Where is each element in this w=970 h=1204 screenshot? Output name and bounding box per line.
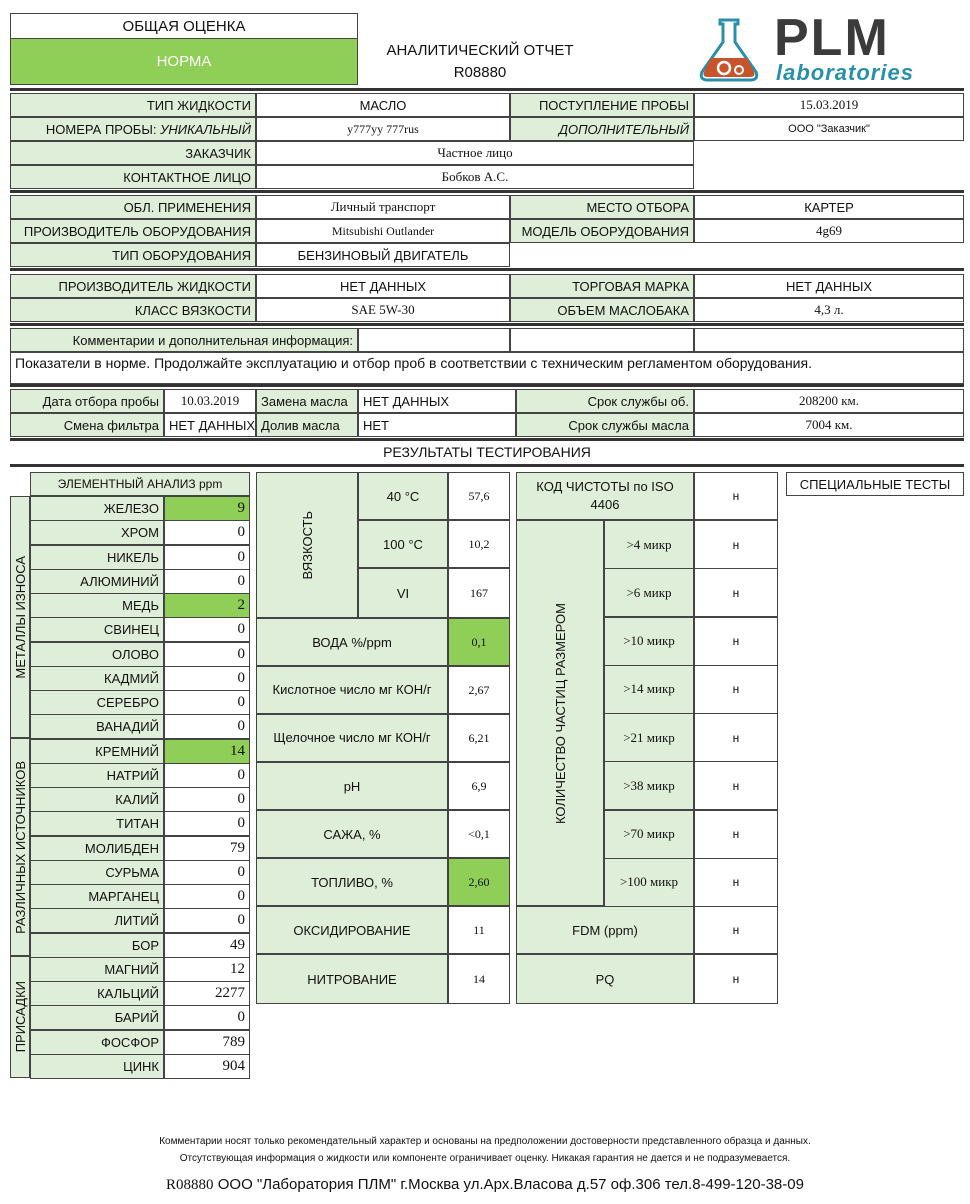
sampling-point-label: МЕСТО ОТБОРА [510, 195, 694, 219]
element-value: 0 [164, 569, 250, 594]
soot-label: САЖА, % [256, 810, 448, 858]
equipment-manufacturer-label: ПРОИЗВОДИТЕЛЬ ОБОРУДОВАНИЯ [10, 219, 256, 243]
particle-count-value: н [694, 617, 778, 666]
report-title [360, 40, 600, 84]
element-value: 0 [164, 545, 250, 570]
fdm-label: FDM (ppm) [516, 906, 694, 954]
footer-company-text: ООО "Лаборатория ПЛМ" г.Москва ул.Арх.Власова д.57 оф.306 тел.8-499-120-38-09 [217, 1176, 804, 1193]
logo-text-plm: PLM [774, 9, 890, 67]
particle-count-value: н [694, 520, 778, 569]
equipment-type-label: ТИП ОБОРУДОВАНИЯ [10, 243, 256, 267]
element-name: МАГНИЙ [30, 957, 164, 982]
model-value: 4g69 [694, 219, 964, 243]
element-name: МОЛИБДЕН [30, 836, 164, 861]
customer-value: Частное лицо [256, 141, 694, 165]
element-value: 0 [164, 617, 250, 642]
group-wear-label: МЕТАЛЛЫ ИЗНОСА [12, 555, 28, 679]
vi-value: 167 [448, 568, 510, 618]
element-name: СЕРЕБРО [30, 690, 164, 715]
element-value: 0 [164, 884, 250, 909]
particle-size: >100 микр [604, 858, 694, 907]
tan-label: Кислотное число мг КОН/г [256, 666, 448, 714]
element-name: БАРИЙ [30, 1005, 164, 1030]
logo-text-laboratories: laboratories [776, 60, 914, 85]
element-value: 0 [164, 666, 250, 691]
nitration-value: 14 [448, 954, 510, 1004]
filter-change-value: НЕТ ДАННЫХ [164, 413, 256, 437]
equipment-type-value: БЕНЗИНОВЫЙ ДВИГАТЕЛЬ [256, 243, 510, 267]
iso-code-label: КОД ЧИСТОТЫ по ISO 4406 [516, 472, 694, 520]
water-label: ВОДА %/ppm [256, 618, 448, 666]
element-name: КАДМИЙ [30, 666, 164, 691]
particle-size: >70 микр [604, 810, 694, 859]
element-value: 0 [164, 908, 250, 933]
element-value: 0 [164, 520, 250, 545]
viscosity-group [256, 472, 358, 618]
element-value: 14 [164, 739, 250, 764]
fuel-label: ТОПЛИВО, % [256, 858, 448, 906]
element-name: ТИТАН [30, 811, 164, 836]
element-name: КАЛЬЦИЙ [30, 981, 164, 1006]
brand-value: НЕТ ДАННЫХ [694, 274, 964, 298]
brand-label: ТОРГОВАЯ МАРКА [510, 274, 694, 298]
element-value: 2 [164, 593, 250, 618]
water-value: 0,1 [448, 618, 510, 666]
particle-count-value: н [694, 568, 778, 617]
element-name: ОЛОВО [30, 642, 164, 667]
additional-label: ДОПОЛНИТЕЛЬНЫЙ [510, 117, 694, 141]
sample-number-label [10, 117, 256, 141]
topup-label: Долив масла [256, 413, 358, 437]
element-name: МЕДЬ [30, 593, 164, 618]
element-name: СУРЬМА [30, 860, 164, 885]
comments-text: Показатели в норме. Продолжайте эксплуатацию и отбор проб в соответствии с техническим регламентом оборудования. [10, 352, 964, 384]
element-value: 0 [164, 811, 250, 836]
particle-count-group [516, 520, 604, 906]
element-value: 789 [164, 1030, 250, 1055]
particle-count-value: н [694, 713, 778, 762]
element-name: СВИНЕЦ [30, 617, 164, 642]
particle-size: >10 микр [604, 617, 694, 666]
flask-icon [696, 16, 762, 82]
oil-life-label: Срок службы масла [516, 413, 694, 437]
element-name: КАЛИЙ [30, 787, 164, 812]
contact-label: КОНТАКТНОЕ ЛИЦО [10, 165, 256, 189]
customer-label: ЗАКАЗЧИК [10, 141, 256, 165]
fuel-value: 2,60 [448, 858, 510, 906]
footer-disclaimer [0, 1133, 970, 1167]
element-value: 0 [164, 1005, 250, 1030]
nitration-label: НИТРОВАНИЕ [256, 954, 448, 1004]
v100-value: 10,2 [448, 520, 510, 568]
element-name: КРЕМНИЙ [30, 739, 164, 764]
arrival-label: ПОСТУПЛЕНИЕ ПРОБЫ [510, 93, 694, 117]
element-value: 0 [164, 642, 250, 667]
element-value: 904 [164, 1054, 250, 1079]
viscosity-label: ВЯЗКОСТЬ [299, 510, 315, 580]
fluid-manufacturer-value: НЕТ ДАННЫХ [256, 274, 510, 298]
particle-size: >38 микр [604, 761, 694, 810]
element-name: АЛЮМИНИЙ [30, 569, 164, 594]
equip-life-label: Срок службы об. [516, 389, 694, 413]
particle-count-value: н [694, 810, 778, 859]
element-name: НАТРИЙ [30, 763, 164, 788]
report-number: R08880 [453, 64, 507, 81]
group-sources [10, 738, 30, 956]
element-name: ЖЕЛЕЗО [30, 496, 164, 521]
element-value: 9 [164, 496, 250, 521]
v40-label: 40 °C [358, 472, 448, 520]
topup-value: НЕТ [358, 413, 516, 437]
viscosity-class-value: SAE 5W-30 [256, 298, 510, 322]
oil-life-value: 7004 км. [694, 413, 964, 437]
particle-count-value: н [694, 665, 778, 714]
element-name: БОР [30, 933, 164, 958]
oxidation-label: ОКСИДИРОВАНИЕ [256, 906, 448, 954]
results-title: РЕЗУЛЬТАТЫ ТЕСТИРОВАНИЯ [383, 444, 591, 460]
sample-number-label-text: НОМЕРА ПРОБЫ: [45, 121, 157, 137]
footer-report-number: R08880 [166, 1177, 214, 1193]
model-label: МОДЕЛЬ ОБОРУДОВАНИЯ [510, 219, 694, 243]
vi-label: VI [358, 568, 448, 618]
element-value: 0 [164, 787, 250, 812]
particle-size: >6 микр [604, 568, 694, 617]
element-name: ВАНАДИЙ [30, 714, 164, 739]
particle-count-value: н [694, 858, 778, 907]
particle-count-label: КОЛИЧЕСТВО ЧАСТИЦ РАЗМЕРОМ [552, 602, 568, 824]
soot-value: <0,1 [448, 810, 510, 858]
disclaimer-line-2: Отсутствующая информация о жидкости или компоненте ограничивает оценку. Никакая гарантия не дается и не подразумевается. [179, 1153, 791, 1164]
v100-label: 100 °C [358, 520, 448, 568]
element-value: 0 [164, 763, 250, 788]
pq-value: н [694, 954, 778, 1004]
group-wear-metals [10, 496, 30, 738]
element-value: 2277 [164, 981, 250, 1006]
particle-size: >14 микр [604, 665, 694, 714]
element-name: ЦИНК [30, 1054, 164, 1079]
particle-count-value: н [694, 761, 778, 810]
overall-status-badge: НОРМА [10, 38, 358, 85]
oxidation-value: 11 [448, 906, 510, 954]
element-name: ХРОМ [30, 520, 164, 545]
fluid-type-value: МАСЛО [256, 93, 510, 117]
application-value: Личный транспорт [256, 195, 510, 219]
iso-code-value: н [694, 472, 778, 520]
group-additives-label: ПРИСАДКИ [12, 981, 28, 1053]
sample-date-label: Дата отбора пробы [10, 389, 164, 413]
arrival-value: 15.03.2019 [694, 93, 964, 117]
sump-volume-label: ОБЪЕМ МАСЛОБАКА [510, 298, 694, 322]
pq-label: PQ [516, 954, 694, 1004]
element-value: 12 [164, 957, 250, 982]
sample-date-value: 10.03.2019 [164, 389, 256, 413]
elements-header: ЭЛЕМЕНТНЫЙ АНАЛИЗ ppm [30, 472, 250, 496]
particle-size: >21 микр [604, 713, 694, 762]
sampling-point-value: КАРТЕР [694, 195, 964, 219]
sump-volume-value: 4,3 л. [694, 298, 964, 322]
ph-label: pH [256, 762, 448, 810]
sample-number-value: y777yy 777rus [256, 117, 510, 141]
comments-label: Комментарии и дополнительная информация: [10, 328, 358, 352]
report-title-text: АНАЛИТИЧЕСКИЙ ОТЧЕТ [386, 42, 574, 59]
oil-change-value: НЕТ ДАННЫХ [358, 389, 516, 413]
equipment-manufacturer-value: Mitsubishi Outlander [256, 219, 510, 243]
group-sources-label: РАЗЛИЧНЫХ ИСТОЧНИКОВ [12, 760, 28, 934]
particle-size: >4 микр [604, 520, 694, 569]
element-value: 0 [164, 690, 250, 715]
fluid-manufacturer-label: ПРОИЗВОДИТЕЛЬ ЖИДКОСТИ [10, 274, 256, 298]
element-value: 79 [164, 836, 250, 861]
v40-value: 57,6 [448, 472, 510, 520]
equip-life-value: 208200 км. [694, 389, 964, 413]
filter-change-label: Смена фильтра [10, 413, 164, 437]
element-value: 0 [164, 860, 250, 885]
element-name: МАРГАНЕЦ [30, 884, 164, 909]
element-name: НИКЕЛЬ [30, 545, 164, 570]
additional-value: ООО "Заказчик" [694, 117, 964, 141]
element-name: ЛИТИЙ [30, 908, 164, 933]
element-value: 0 [164, 714, 250, 739]
plm-logo [696, 9, 960, 85]
sample-number-label-italic: УНИКАЛЬНЫЙ [160, 121, 251, 137]
contact-value: Бобков А.С. [256, 165, 694, 189]
tbn-value: 6,21 [448, 714, 510, 762]
tbn-label: Щелочное число мг КОН/г [256, 714, 448, 762]
disclaimer-line-1: Комментарии носят только рекомендательный характер и основаны на предположении достоверности представленного образца и данных. [159, 1136, 811, 1147]
element-value: 49 [164, 933, 250, 958]
footer-company [0, 1176, 970, 1194]
group-additives [10, 956, 30, 1078]
fdm-value: н [694, 906, 778, 954]
application-label: ОБЛ. ПРИМЕНЕНИЯ [10, 195, 256, 219]
oil-change-label: Замена масла [256, 389, 358, 413]
viscosity-class-label: КЛАСС ВЯЗКОСТИ [10, 298, 256, 322]
tan-value: 2,67 [448, 666, 510, 714]
fluid-type-label: ТИП ЖИДКОСТИ [10, 93, 256, 117]
overall-label: ОБЩАЯ ОЦЕНКА [10, 13, 358, 39]
element-name: ФОСФОР [30, 1030, 164, 1055]
ph-value: 6,9 [448, 762, 510, 810]
special-tests-header: СПЕЦИАЛЬНЫЕ ТЕСТЫ [786, 472, 964, 496]
